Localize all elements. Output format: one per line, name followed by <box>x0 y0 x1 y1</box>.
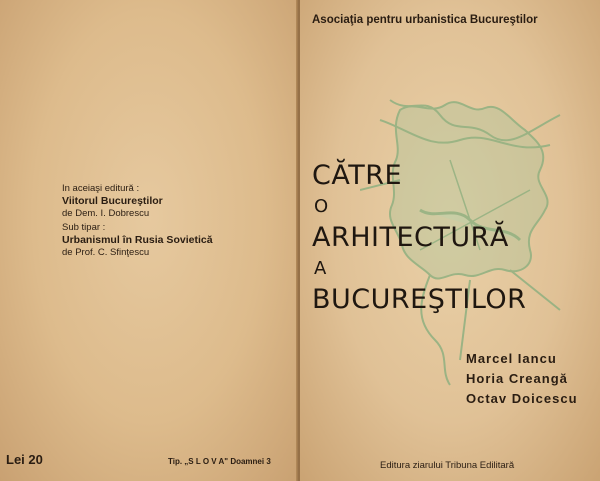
title-line-2: O <box>314 196 329 217</box>
author-2: Horia Creangă <box>466 371 568 386</box>
printer-imprint: Tip. „S L O V A" Doamnei 3 <box>168 457 271 466</box>
book2-title: Urbanismul în Rusia Sovietică <box>62 234 213 246</box>
author-3: Octav Doicescu <box>466 391 578 406</box>
association-name: Asociaţia pentru urbanistica Bucureştilor <box>312 14 538 26</box>
title-line-3: ARHITECTURĂ <box>312 222 509 253</box>
book1-author: de Dem. I. Dobrescu <box>62 208 150 219</box>
book2-author: de Prof. C. Sfinţescu <box>62 247 150 258</box>
title-line-5: BUCUREŞTILOR <box>312 284 527 315</box>
title-line-1: CĂTRE <box>312 160 403 191</box>
left-page <box>0 0 298 481</box>
title-line-4: A <box>314 258 327 279</box>
price: Lei 20 <box>6 452 43 467</box>
forthcoming-label: Sub tipar : <box>62 222 106 233</box>
right-page <box>300 0 600 481</box>
same-publisher-label: In aceiaşi editură : <box>62 183 140 194</box>
publisher: Editura ziarului Tribuna Edilitară <box>380 460 515 471</box>
author-1: Marcel Iancu <box>466 351 557 366</box>
book1-title: Viitorul Bucureştilor <box>62 195 163 207</box>
